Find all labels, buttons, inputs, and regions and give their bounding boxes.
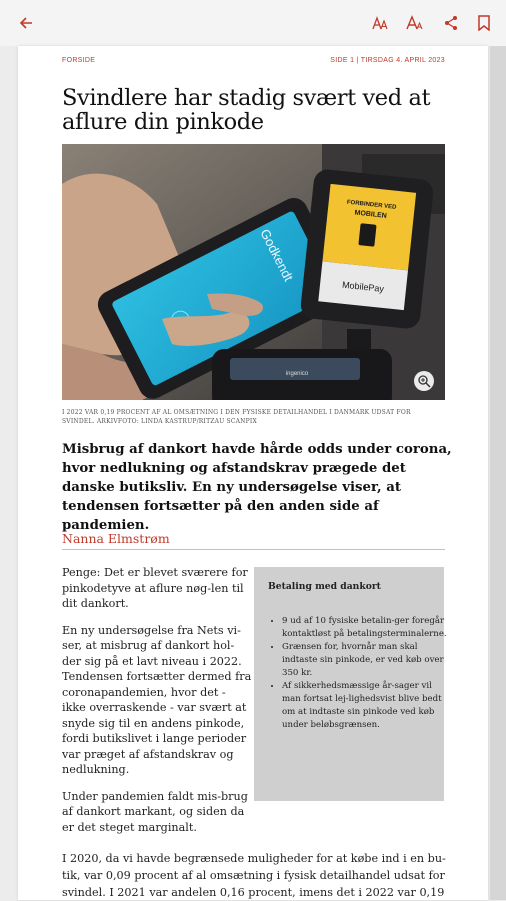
terminal-text-1: FORBINDER VED [346, 199, 397, 211]
terminal-text-2: MOBILEN [354, 209, 388, 220]
factbox [254, 567, 447, 801]
body-paragraph: En ny undersøgelse fra Nets vi-ser, at misbrug af dankort hol-der sig på et lavt niveau i 2022. Tendensen fortsætter dermed fra coronapandemien, hvor det - ikke overraskende - var svært at snyde sig til en andens pinkode, fordi butikslivet i lange perioder var præget af afstandskrav og nedlukning. [62, 623, 252, 776]
body-paragraph: Penge: Det er blevet sværere for pinkodetyve at aflure nøg-len til dit dankort. [62, 566, 248, 610]
article-photo[interactable] [62, 144, 445, 400]
bookmark-icon[interactable] [472, 11, 496, 35]
scroll-track[interactable] [490, 46, 506, 900]
article-headline: Svindlere har stadig svært ved at aflure din pinkode [62, 85, 431, 135]
zoom-icon[interactable] [414, 371, 434, 391]
body-paragraph: Under pandemien faldt mis-brug af dankort markant, og siden da er det steget marginalt. [62, 789, 248, 834]
photo-caption: I 2022 VAR 0,19 PROCENT AF AL OMSÆTNING I DEN FYSISKE DETAILHANDEL I DANMARK UDSAT FOR SVINDEL. ARKIVFOTO: LINDA KASTRUP/RITZAU SCANPIX [62, 409, 411, 425]
terminal-brand: MobilePay [341, 279, 385, 294]
card-reader-brand: ingenico [285, 371, 309, 377]
section-label[interactable]: FORSIDE [62, 57, 96, 64]
phone-screen-text: Godkendt [257, 226, 297, 284]
factbox-item: • Grænsen for, hvornår man skal indtaste sin pinkode, er ved køb over 350 kr. [282, 641, 452, 680]
font-decrease-icon[interactable] [370, 11, 394, 35]
article-lead: Misbrug af dankort havde hårde odds under corona, hvor nedlukning og afstandskrav prægede det danske butiksliv. En ny undersøgelse viser, at tendensen fortsætter på den anden side af pandemien. [62, 442, 452, 533]
factbox-item: • 9 ud af 10 fysiske betalin-ger foregår kontaktløst på betalingsterminalerne. [282, 615, 452, 641]
body-paragraph-full-width: I 2020, da vi havde begrænsede muligheder for at købe ind i en bu-tik, var 0,09 procent af al omsætning i fysisk detailhandel udsat for svindel. I 2021 var andelen 0,16 procent, imens det i 2022 var 0,19 [62, 852, 446, 899]
back-arrow-icon[interactable] [14, 11, 38, 35]
byline[interactable]: Nanna Elmstrøm [62, 531, 170, 546]
factbox-list [268, 615, 452, 732]
factbox-item: • Af sikkerhedsmæssige år-sager vil man fortsat lej-lighedsvist blive bedt om at indtaste sin pinkode ved køb under beløbsgrænsen. [282, 680, 452, 732]
font-increase-icon[interactable] [404, 11, 428, 35]
factbox-title: Betaling med dankort [268, 581, 381, 592]
share-icon[interactable] [439, 11, 463, 35]
top-toolbar [0, 0, 506, 46]
page-date-info: SIDE 1 | TIRSDAG 4. APRIL 2023 [330, 57, 445, 64]
article-body-column [62, 565, 252, 846]
byline-divider [62, 549, 445, 550]
